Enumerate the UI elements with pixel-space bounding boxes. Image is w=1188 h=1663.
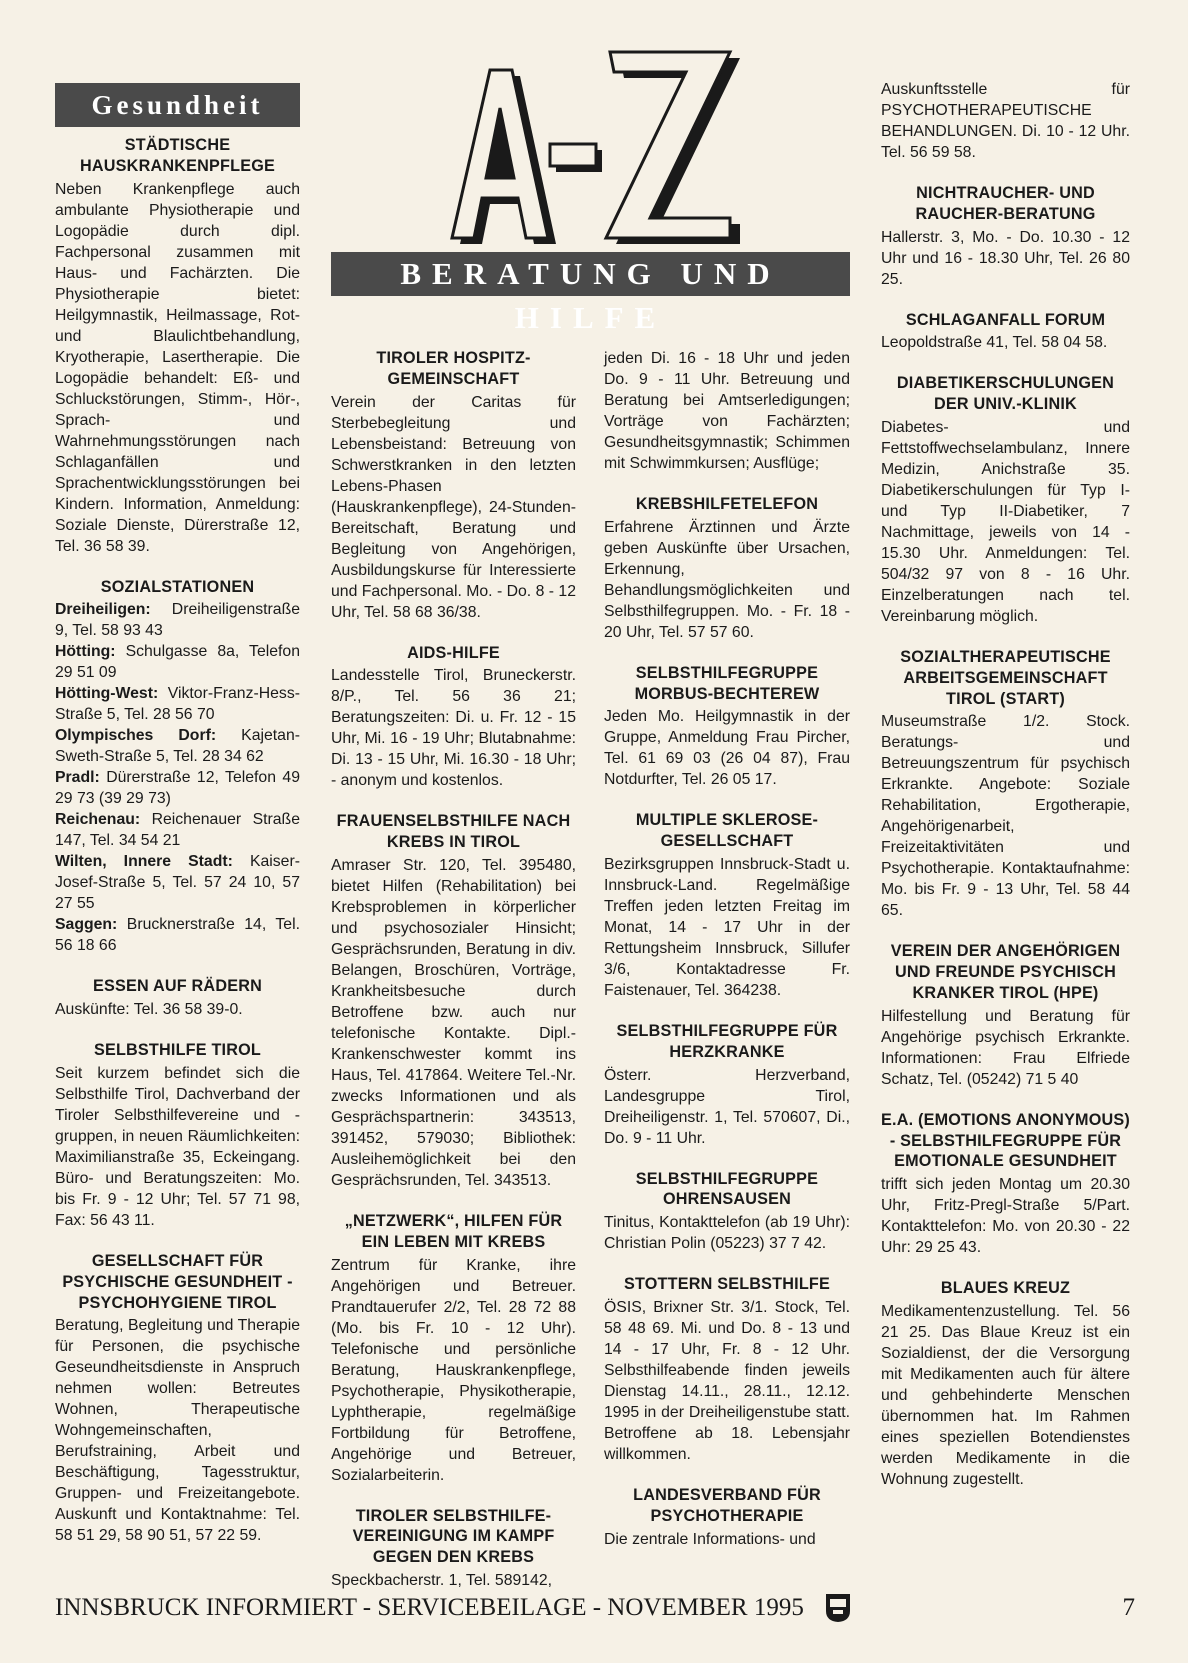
article-section: [881, 183, 1130, 290]
section-body: Die zentrale Informations- und: [604, 1530, 816, 1548]
section-body: Beratung, Begleitung und Therapie für Personen, die psychische Geseundheitsdienste in Anspruch nehmen wollen: Betreutes Wohnen, Therapeutische Wohngemeinschaften, Berufstraining, Arbeit und Beschäftigung, Tagesstruktur, Gruppen- und Freizeitangebote. Auskunft und Kontaktnahme: Tel. 58 51 29, 58 90 51, 57 22 59.: [55, 1317, 300, 1545]
station-name: Pradl:: [55, 769, 100, 787]
section-title: SOZIALTHERAPEUTISCHE ARBEITSGEMEINSCHAFT TIROL (START): [900, 647, 1111, 708]
section-title: E.A. (EMOTIONS ANONYMOUS) - SELBSTHILFEGRUPPE FÜR EMOTIONALE GESUNDHEIT: [881, 1110, 1131, 1171]
section-title: NICHTRAUCHER- UND RAUCHER-BERATUNG: [915, 184, 1096, 223]
section-title: SCHLAGANFALL FORUM: [905, 310, 1106, 329]
station-address: Schulgasse 8a, Telefon 29 51 09: [55, 643, 300, 682]
station-address: Viktor-Franz-Hess-Straße 5, Tel. 28 56 70: [55, 685, 300, 724]
column-2: [331, 348, 576, 1611]
section-title: STÄDTISCHE HAUSKRANKENPFLEGE: [80, 136, 275, 175]
section-title: AIDS-HILFE: [407, 643, 500, 662]
section-title: SOZIALSTATIONEN: [100, 577, 255, 596]
station-entry: [55, 641, 300, 683]
section-title: SELBSTHILFEGRUPPE FÜR HERZKRANKE: [616, 1021, 838, 1061]
article-section: [331, 811, 576, 1191]
station-list: [55, 599, 300, 956]
article-section: [604, 663, 850, 791]
station-name: Hötting:: [55, 643, 116, 661]
section-title: SELBSTHILFEGRUPPE MORBUS-BECHTEREW: [634, 663, 820, 703]
station-entry: [55, 599, 300, 641]
section-title: MULTIPLE SKLEROSE-GESELLSCHAFT: [635, 811, 819, 851]
station-name: Dreiheiligen:: [55, 601, 151, 619]
section-body: Tinitus, Kontakttelefon (ab 19 Uhr): Christian Polin (05223) 37 7 42.: [604, 1214, 850, 1253]
category-tag: Gesundheit: [55, 83, 300, 127]
section-body: Museumstraße 1/2. Stock. Beratungs- und Betreuungszentrum für psychisch Erkrankte. Angebote: Soziale Rehabilitation, Ergotherapie, Angehörigenarbeit, Freizeitaktivitäten und Psychotherapie. Kontaktaufnahme: Mo. bis Fr. 9 - 13 Uhr, Tel. 58 44 65.: [881, 713, 1130, 920]
city-seal-icon: [825, 1593, 851, 1623]
section-body: Leopoldstraße 41, Tel. 58 04 58.: [881, 334, 1108, 352]
article-section: [55, 1251, 300, 1546]
section-title: SELBSTHILFEGRUPPE OHRENSAUSEN: [635, 1169, 819, 1209]
section-title: VEREIN DER ANGEHÖRIGEN UND FREUNDE PSYCHISCH KRANKER TIROL (HPE): [890, 942, 1121, 1002]
section-title: „NETZWERK“, HILFEN FÜR EIN LEBEN MIT KREBS: [344, 1211, 563, 1251]
station-entry: [55, 914, 300, 956]
section-body: Speckbacherstr. 1, Tel. 589142,: [331, 1571, 553, 1589]
az-logo: [430, 38, 770, 248]
station-entry: [55, 767, 300, 809]
station-name: Reichenau:: [55, 811, 141, 829]
article-section: [55, 1040, 300, 1231]
section-body: Diabetes- und Fettstoffwechselambulanz, Innere Medizin, Anichstraße 35. Diabetikerschulungen für Typ I- und Typ II-Diabetiker, 7 Nachmittage, jeweils von 14 - 15.30 Uhr. Anmeldungen: Tel. 504/32 97 von 8 - 16 Uhr. Einzelberatungen nach tel. Vereinbarung möglich.: [881, 418, 1130, 625]
article-section: [604, 1021, 850, 1149]
section-body: Erfahrene Ärztinnen und Ärzte geben Auskünfte über Ursachen, Erkennung, Behandlungsmöglichkeiten und Selbsthilfegruppen. Mo. - Fr. 18 - 20 Uhr, Tel. 57 57 60.: [604, 518, 850, 641]
section-body: Österr. Herzverband, Landesgruppe Tirol, Dreiheiligenstr. 1, Tel. 570607, Di., Do. 9 - 11 Uhr.: [604, 1066, 850, 1147]
station-name: Hötting-West:: [55, 685, 159, 703]
article-section: [604, 1274, 850, 1465]
section-title: SELBSTHILFE TIROL: [93, 1041, 262, 1060]
page-number: 7: [1122, 1594, 1135, 1621]
article-section: [881, 1110, 1130, 1258]
station-address: Dreiheiligenstraße 9, Tel. 58 93 43: [55, 601, 300, 640]
article-section: [881, 79, 1130, 163]
column-3: [604, 348, 850, 1570]
article-section: [55, 135, 300, 557]
station-address: Brucknerstraße 14, Tel. 56 18 66: [55, 916, 300, 955]
section-title: FRAUENSELBSTHILFE NACH KREBS IN TIROL: [336, 812, 571, 852]
section-body: jeden Di. 16 - 18 Uhr und jeden Do. 9 - 11 Uhr. Betreuung und Beratung bei Amtserledigungen; Vorträge von Fachärzten; Gesundheitsgymnastik; Schimmen mit Schwimmkursen; Ausflüge;: [604, 350, 850, 472]
station-entry: [55, 809, 300, 851]
section-body: Bezirksgruppen Innsbruck-Stadt u. Innsbruck-Land. Regelmäßige Treffen jeden letzten Freitag im Monat, 14 - 17 Uhr in der Rettungsheim Innsbruck, Sillufer 3/6, Kontaktadresse Fr. Faistenauer, Tel. 364238.: [604, 855, 850, 999]
banner-beratung-und-hilfe: BERATUNG UND HILFE: [331, 252, 850, 296]
column-1: [55, 83, 300, 1566]
section-body: Neben Krankenpflege auch ambulante Physiotherapie und Logopädie durch dipl. Fachpersonal zusammen mit Haus- und Fachärzten. Die Physiotherapie bietet: Heilgymnastik, Heilmassage, Rot- und Blaulichtbehandlung, Kryotherapie, Lasertherapie. Die Logopädie behandelt: Eß- und Schluckstörungen, Stimm-, Hör-, Sprach- und Wahrnehmungsstörungen nach Schlaganfällen und Sprachentwicklungsstörungen bei Kindern. Information, Anmeldung: Soziale Dienste, Dürerstraße 12, Tel. 36 58 39.: [55, 180, 300, 555]
article-section: [881, 373, 1130, 627]
column-4: [881, 79, 1130, 1510]
station-entry: [55, 851, 300, 914]
section-body: Landesstelle Tirol, Bruneckerstr. 8/P., Tel. 56 36 21; Beratungszeiten: Di. u. Fr. 12 - 15 Uhr, Mi. 16 - 19 Uhr; Blutabnahme: Di. 13 - 15 Uhr, Mi. 16.30 - 18 Uhr; - anonym und kostenlos.: [331, 667, 576, 790]
article-section: [604, 348, 850, 474]
station-entry: [55, 683, 300, 725]
section-body: Verein der Caritas für Sterbebegleitung und Lebensbeistand: Betreuung von Schwerstkranken in den letzten Lebens-Phasen (Hauskrankenpflege), 24-Stunden-Bereitschaft, Beratung und Begleitung von Angehörigen, Ausbildungskurse für Interessierte und Fachpersonal. Mo. - Do. 8 - 12 Uhr, Tel. 58 68 36/38.: [331, 393, 576, 621]
article-section: [604, 1485, 850, 1550]
article-section: [881, 310, 1130, 354]
section-body: trifft sich jeden Montag um 20.30 Uhr, Fritz-Pregl-Straße 5/Part. Kontakttelefon: Mo. von 20.30 - 22 Uhr: 29 25 43.: [881, 1176, 1130, 1257]
section-body: ÖSIS, Brixner Str. 3/1. Stock, Tel. 58 48 69. Mi. und Do. 8 - 13 und 14 - 17 Uhr, Fr. 8 - 12 Uhr. Selbsthilfeabende finden jeweils Dienstag 14.11., 28.11., 12.12. 1995 in der Dreiheiligenstube statt. Betroffene ab 18. Lebensjahr willkommen.: [604, 1298, 850, 1463]
section-body: Hallerstr. 3, Mo. - Do. 10.30 - 12 Uhr und 16 - 18.30 Uhr, Tel. 26 80 25.: [881, 228, 1130, 288]
article-section: [881, 941, 1130, 1089]
section-title: TIROLER SELBSTHILFE-VEREINIGUNG IM KAMPF GEGEN DEN KREBS: [352, 1506, 555, 1567]
section-body: Hilfestellung und Beratung für Angehörige psychisch Erkrankte. Informationen: Frau Elfriede Schatz, Tel. (05242) 71 5 40: [881, 1007, 1130, 1088]
article-section: [331, 643, 576, 792]
section-body: Jeden Mo. Heilgymnastik in der Gruppe, Anmeldung Frau Pircher, Tel. 61 69 03 (26 04 87), Frau Notdurfter, Tel. 26 05 17.: [604, 708, 850, 789]
section-title: ESSEN AUF RÄDERN: [93, 977, 262, 996]
section-body: Zentrum für Kranke, ihre Angehörigen und Betreuer. Prandtauerufer 2/2, Tel. 28 72 88 (Mo. bis Fr. 10 - 12 Uhr). Telefonische und persönliche Beratung, Hauskrankenpflege, Psychotherapie, Physikotherapie, Lyphtherapie, regelmäßige Fortbildung für Betroffene, Angehörige und Betreuer, Sozialarbeiterin.: [331, 1256, 576, 1484]
article-section: [55, 976, 300, 1020]
section-title: KREBSHILFETELEFON: [635, 495, 819, 513]
article-section: [604, 494, 850, 643]
column-1-sections-b: [55, 976, 300, 1546]
article-section: [331, 348, 576, 623]
station-name: Olympisches Dorf:: [55, 727, 217, 745]
column-1-sections-a: [55, 135, 300, 557]
page-footer: [55, 1588, 1135, 1628]
station-name: Wilten, Innere Stadt:: [55, 853, 233, 871]
section-title: DIABETIKERSCHULUNGEN DER UNIV.-KLINIK: [896, 374, 1115, 414]
section-title: BLAUES KREUZ: [940, 1279, 1071, 1298]
station-entry: [55, 725, 300, 767]
article-section: [881, 1278, 1130, 1490]
article-section: [331, 1506, 576, 1591]
section-body: Amraser Str. 120, Tel. 395480, bietet Hilfen (Rehabilitation) bei Krebsproblemen in körperlicher und psychosozialer Hinsicht; Gesprächsrunden, Beratung in div. Belangen, Broschüren, Vorträge, Krankheitsbesuche durch Betroffene bzw. auch nur telefonische Kontakte. Dipl.-Krankenschwester kommt ins Haus, Tel. 417864. Weitere Tel.-Nr. zwecks Informationen und als Gesprächspartnerin: 343513, 391452, 579030; Bibliothek: Ausleihemöglichkeit bei den Gesprächsrunden, Tel. 343513.: [331, 856, 576, 1189]
station-address: Dürerstraße 12, Telefon 49 29 73 (39 29 73): [55, 769, 300, 808]
article-section: [604, 810, 850, 1001]
sozialstationen-section: [55, 577, 300, 957]
station-address: Reichenauer Straße 147, Tel. 34 54 21: [55, 811, 300, 850]
section-title: GESELLSCHAFT FÜR PSYCHISCHE GESUNDHEIT - PSYCHOHYGIENE TIROL: [62, 1251, 293, 1312]
section-body: Medikamentenzustellung. Tel. 56 21 25. Das Blaue Kreuz ist ein Sozialdienst, der die Versorgung mit Medikamenten auch für ältere und gehbehinderte Menschen übernommen hat. Im Rahmen eines speziellen Botendienstes werden Medikamente in die Wohnung zugestellt.: [881, 1302, 1130, 1488]
article-section: [881, 647, 1130, 921]
section-body: Auskünfte: Tel. 36 58 39-0.: [55, 1001, 243, 1019]
section-title: STOTTERN SELBSTHILFE: [623, 1275, 831, 1294]
article-section: [604, 1169, 850, 1255]
section-body: Seit kurzem befindet sich die Selbsthilfe Tirol, Dachverband der Tiroler Selbsthilfevereine und -gruppen, in neuen Räumlichkeiten: Maximilianstraße 35, Eckeingang. Büro- und Beratungszeiten: Mo. bis Fr. 9 - 12 Uhr; Tel. 57 71 98, Fax: 56 43 11.: [55, 1064, 300, 1229]
article-section: [331, 1211, 576, 1486]
footer-text: INNSBRUCK INFORMIERT - SERVICEBEILAGE - NOVEMBER 1995: [55, 1594, 804, 1621]
section-title: LANDESVERBAND FÜR PSYCHOTHERAPIE: [633, 1485, 821, 1525]
section-title: TIROLER HOSPITZ-GEMEINSCHAFT: [376, 349, 531, 388]
section-body: Auskunftsstelle für PSYCHOTHERAPEUTISCHE BEHANDLUNGEN. Di. 10 - 12 Uhr. Tel. 56 59 58.: [881, 81, 1130, 161]
station-address: Kaiser-Josef-Straße 5, Tel. 57 24 10, 57 27 55: [55, 853, 300, 913]
station-address: Kajetan-Sweth-Straße 5, Tel. 28 34 62: [55, 727, 300, 766]
station-name: Saggen:: [55, 916, 118, 934]
